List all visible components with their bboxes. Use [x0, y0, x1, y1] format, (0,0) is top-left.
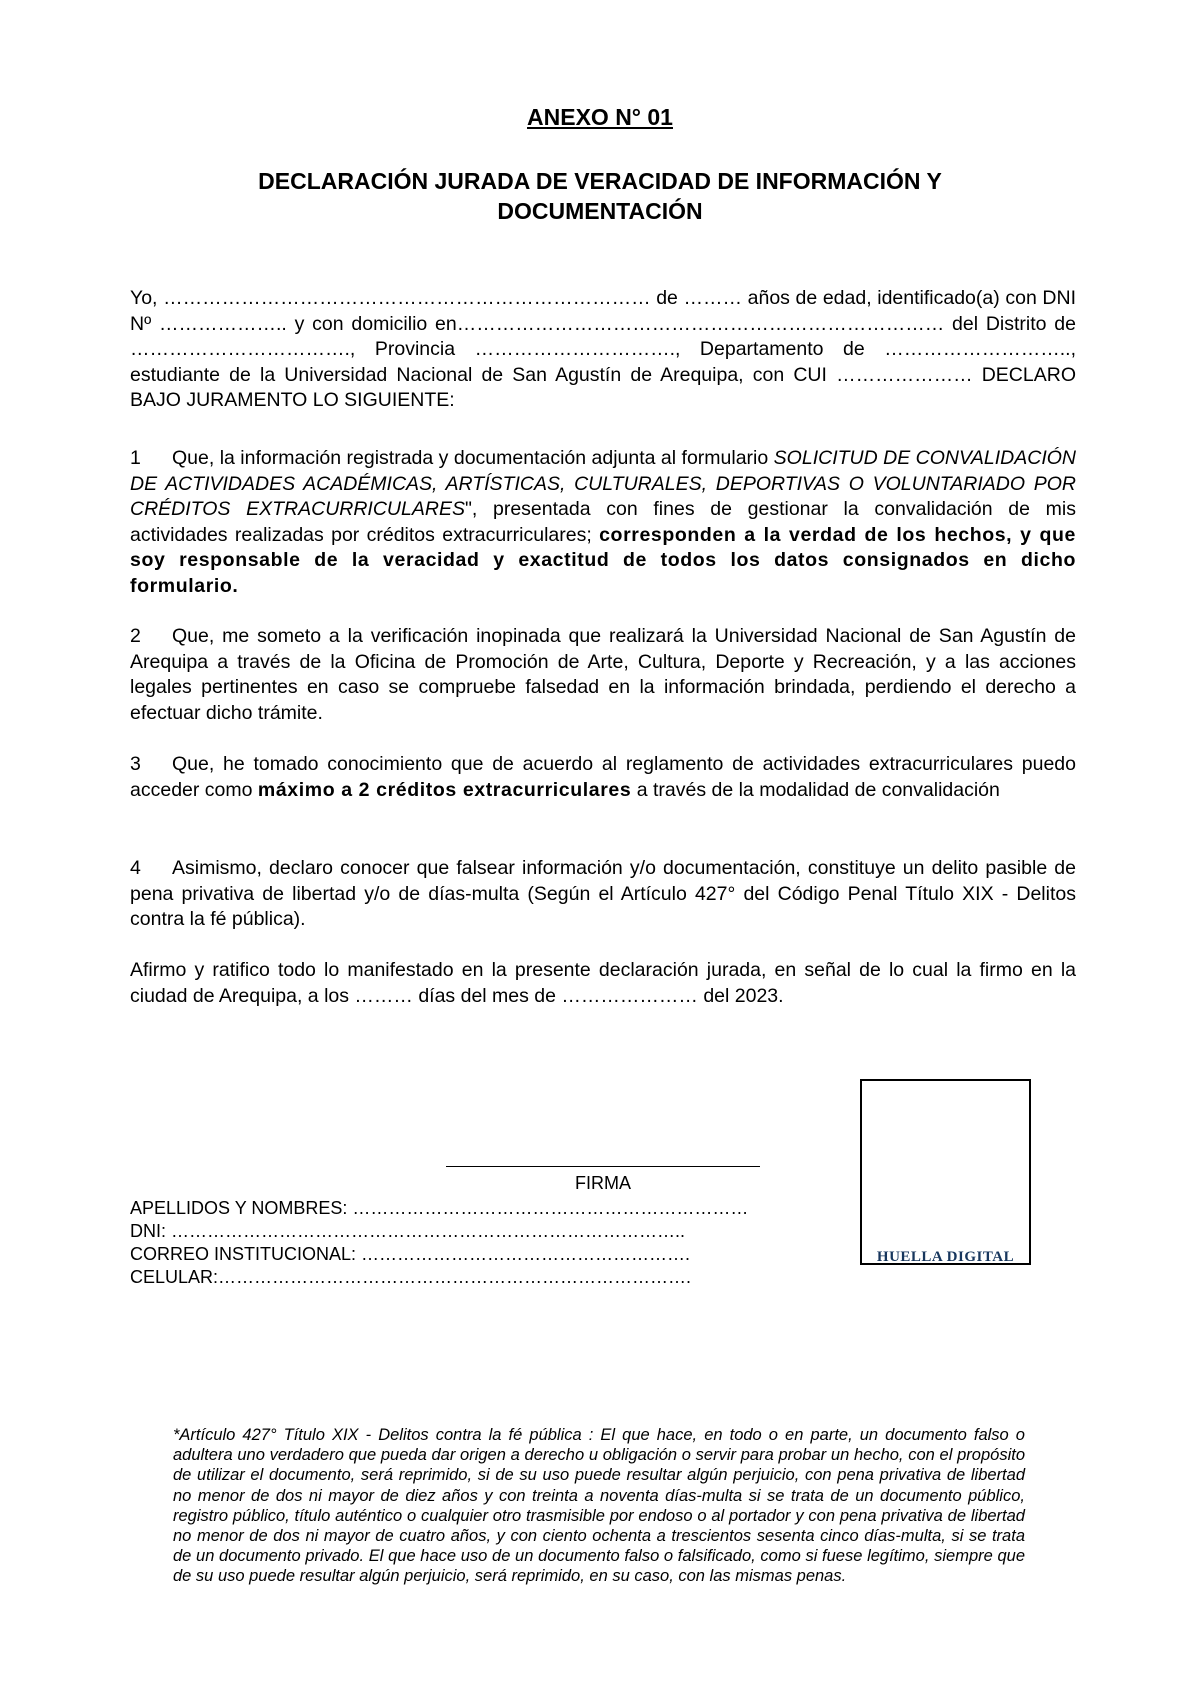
declaration-title: [0, 166, 1200, 226]
full-name-field: APELLIDOS Y NOMBRES: …………………………………………………………: [130, 1198, 749, 1218]
clause-1-emphasis: corresponden a la verdad de los hechos, y que soy responsable de la veracidad y exactitud de todos los datos consignados en dicho formulario.: [130, 523, 1076, 597]
clause-number: 1: [130, 447, 141, 469]
clause-2: [130, 624, 1076, 726]
clause-1-text-b: ", presentada con fines de gestionar la convalidación de mis actividades realizadas por créditos extracurriculares;: [130, 498, 1076, 546]
clause-number: 3: [130, 753, 141, 775]
clause-4: [130, 856, 1076, 933]
clause-3-emphasis: máximo a 2 créditos extracurriculares: [257, 778, 632, 801]
fingerprint-box: [860, 1079, 1031, 1265]
clause-number: 2: [130, 625, 141, 647]
declaration-title-line-1: DECLARACIÓN JURADA DE VERACIDAD DE INFORMACIÓN Y: [258, 168, 942, 194]
clause-3-text-a: Que, he tomado conocimiento que de acuerdo al reglamento de actividades extracurriculares puedo acceder como: [130, 753, 1076, 801]
clause-1: [130, 446, 1076, 600]
signature-line: [446, 1166, 760, 1167]
clause-2-text: Que, me someto a la verificación inopinada que realizará la Universidad Nacional de San Agustín de Arequipa a través de la Oficina de Promoción de Arte, Cultura, Deporte y Recreación, y a las acciones legales pertinentes en caso se compruebe falsedad en la información brindada, perdiendo el derecho a efectuar dicho trámite.: [130, 625, 1076, 724]
declaration-title-line-2: DOCUMENTACIÓN: [497, 198, 703, 224]
intro-paragraph: Yo, ………………………………………………………………… de ……… años de edad, identificado(a) con DNI Nº ……………….. y con domicilio en………………………………………………………………… del Distrito de ……………………………., Provincia …………………………., Departamento de ……………………….., estudiante de la Universidad Nacional de San Agustín de Arequipa, con CUI ………………… DECLARO BAJO JURAMENTO LO SIGUIENTE:: [130, 287, 1076, 412]
signature-label: FIRMA: [575, 1173, 631, 1193]
clause-4-text: Asimismo, declaro conocer que falsear información y/o documentación, constituye un delito pasible de pena privativa de libertad y/o de días-multa (Según el Artículo 427° del Código Penal Título XIX - Delitos contra la fé pública).: [130, 857, 1076, 931]
phone-field: CELULAR:…………………………………………………………………….: [130, 1267, 692, 1287]
clause-1-text-a: Que, la información registrada y documentación adjunta al formulario: [172, 447, 774, 469]
institutional-email-field: CORREO INSTITUCIONAL: ……………………………………………….: [130, 1244, 691, 1264]
clause-3-text-b: a través de la modalidad de convalidación: [631, 778, 1000, 801]
closing-paragraph: Afirmo y ratifico todo lo manifestado en la presente declaración jurada, en señal de lo cual la firmo en la ciudad de Arequipa, a los ……… días del mes de ………………… del 2023.: [130, 959, 1076, 1007]
clause-3: [130, 752, 1076, 803]
fingerprint-label: HUELLA DIGITAL: [876, 1249, 1015, 1265]
form-name: SOLICITUD DE CONVALIDACIÓN DE ACTIVIDADES ACADÉMICAS, ARTÍSTICAS, CULTURALES, DEPORTIVAS O VOLUNTARIADO POR CRÉDITOS EXTRACURRICULARES: [130, 447, 1076, 521]
dni-field: DNI: …………………………………………………………………………..: [130, 1221, 686, 1241]
clause-number: 4: [130, 857, 141, 879]
annex-title: ANEXO N° 01: [527, 104, 673, 130]
legal-footnote: *Artículo 427° Título XIX - Delitos contra la fé pública : El que hace, en todo o en parte, un documento falso o adultera uno verdadero que pueda dar origen a derecho u obligación o servir para probar un hecho, con el propósito de utilizar el documento, será reprimido, si de su uso puede resultar algún perjuicio, con pena privativa de libertad no menor de dos ni mayor de diez años y con treinta a noventa días-multa si se trata de un documento público, registro público, título auténtico o cualquier otro trasmisible por endoso o al portador y con pena privativa de libertad no menor de dos ni mayor de cuatro años, y con ciento ochenta a trescientos sesenta cinco días-multa, si se trata de un documento privado. El que hace uso de un documento falso o falsificado, como si fuese legítimo, siempre que de su uso puede resultar algún perjuicio, será reprimido, en su caso, con las mismas penas.: [173, 1426, 1025, 1586]
